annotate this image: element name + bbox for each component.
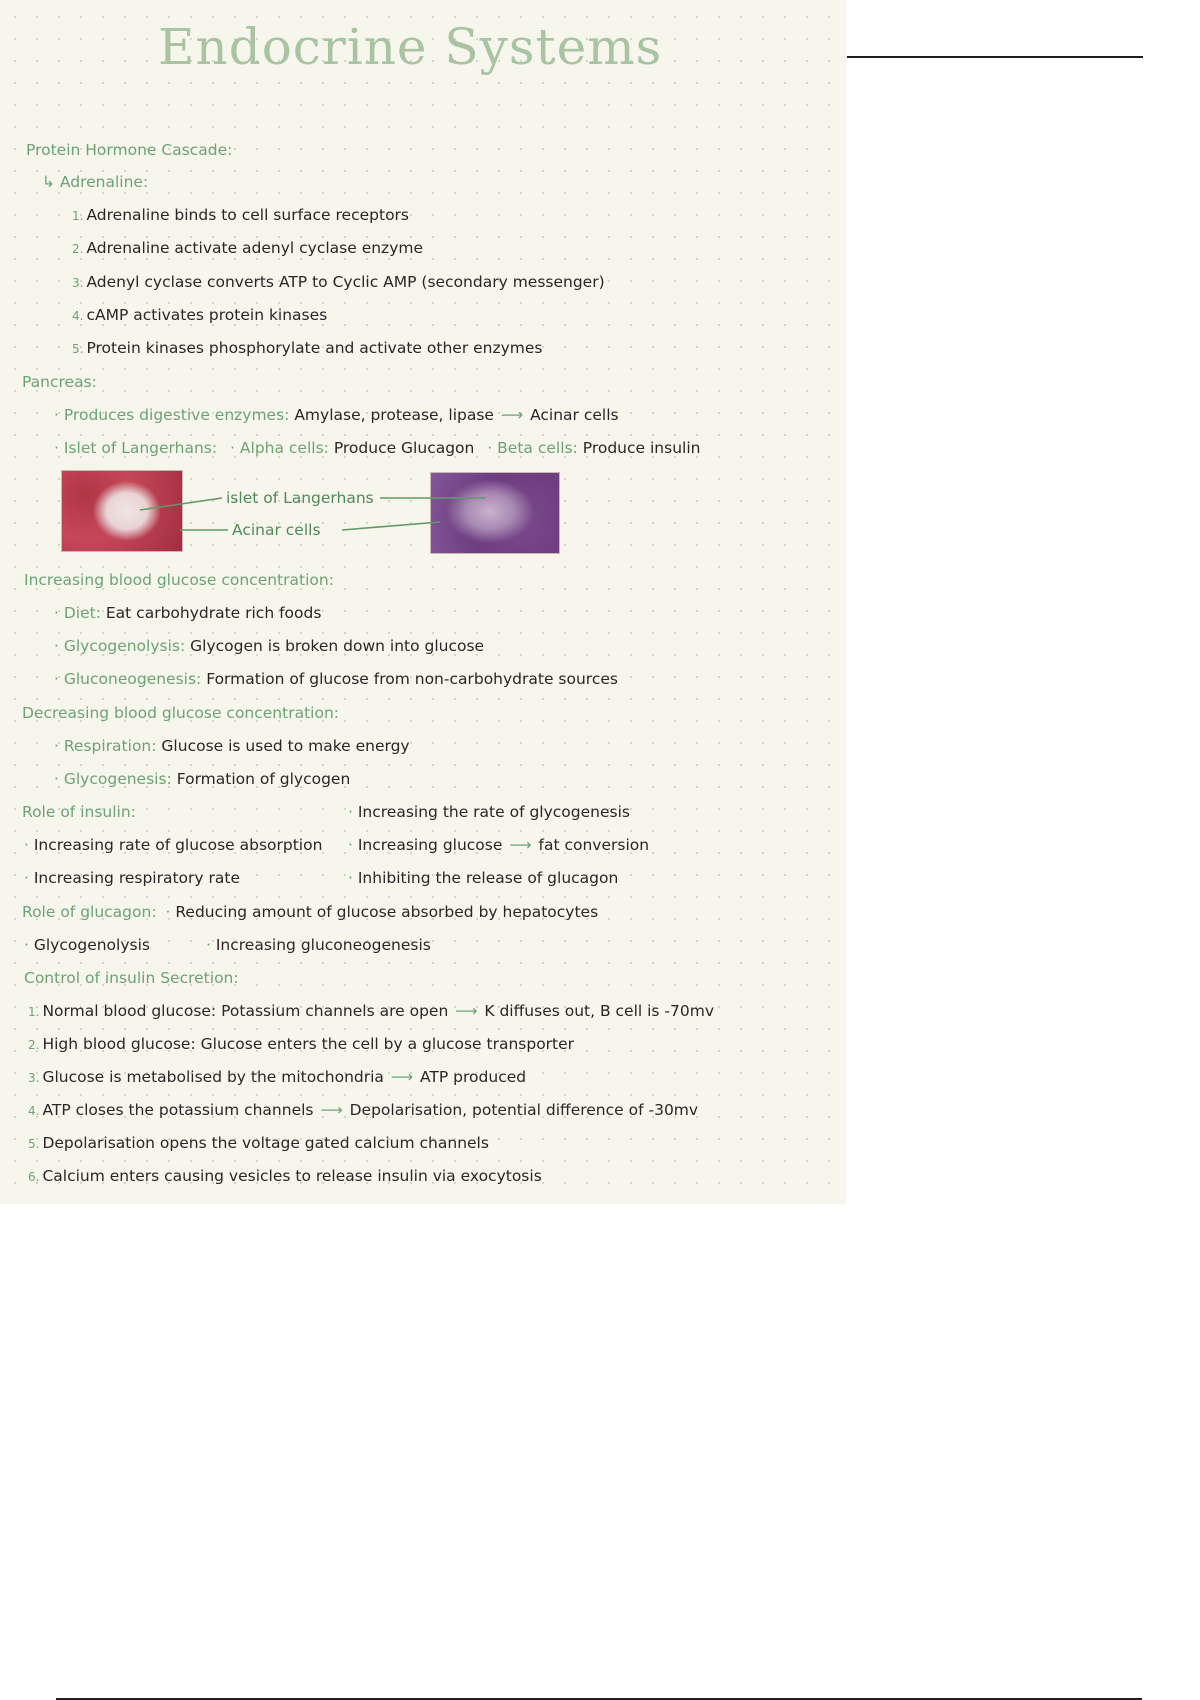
right-arrow-icon: ⟶ xyxy=(320,1101,343,1119)
item-text: Increasing glucose xyxy=(357,836,503,854)
cascade-step xyxy=(72,205,409,226)
step-number: 1. xyxy=(72,209,84,223)
step-number: 3. xyxy=(28,1071,40,1085)
glucagon-role-left-item: · Glycogenolysis xyxy=(24,936,150,954)
right-arrow-icon: ⟶ xyxy=(509,836,532,854)
step-text: Protein kinases phosphorylate and activate other enzymes xyxy=(86,339,543,357)
step-number: 2. xyxy=(28,1038,40,1052)
control-step xyxy=(28,1034,574,1055)
step-text: Calcium enters causing vesicles to release insulin via exocytosis xyxy=(42,1167,542,1185)
step-text: Adrenaline binds to cell surface receptors xyxy=(86,206,409,224)
step-number: 4. xyxy=(28,1104,40,1118)
step-number: 5. xyxy=(72,342,84,356)
item-text: Reducing amount of glucose absorbed by hepatocytes xyxy=(175,903,599,921)
glucagon-role-line: Role of glucagon: · Reducing amount of glucose absorbed by hepatocytes xyxy=(22,903,599,921)
figure-label-islet: islet of Langerhans xyxy=(226,489,374,507)
insulin-control-heading: Control of insulin Secretion: xyxy=(24,969,239,987)
step-number: 2. xyxy=(72,242,84,256)
pancreas-heading: Pancreas: xyxy=(22,373,97,391)
islet-label: Islet of Langerhans: xyxy=(63,439,218,457)
step-number: 5. xyxy=(28,1137,40,1151)
item-text: fat conversion xyxy=(538,836,650,854)
insulin-role-right-item: · Increasing glucose ⟶ fat conversion xyxy=(348,836,650,854)
notebook-page xyxy=(0,0,846,1204)
list-item: · Diet: Eat carbohydrate rich foods xyxy=(54,604,322,622)
bottom-rule xyxy=(56,1698,1142,1700)
step-text: ATP closes the potassium channels xyxy=(42,1101,314,1119)
step-text: cAMP activates protein kinases xyxy=(86,306,328,324)
beta-label: Beta cells: xyxy=(497,439,578,457)
list-item: · Respiration: Glucose is used to make energy xyxy=(54,737,410,755)
step-number: 1. xyxy=(28,1005,40,1019)
step-text: Glucose is metabolised by the mitochondria xyxy=(42,1068,384,1086)
item-text: Increasing rate of glucose absorption xyxy=(33,836,323,854)
item-text: Increasing gluconeogenesis xyxy=(215,936,431,954)
insulin-role-left-item: · Increasing rate of glucose absorption xyxy=(24,836,323,854)
insulin-role-left-item: · Increasing respiratory rate xyxy=(24,869,240,887)
item-text: Inhibiting the release of glucagon xyxy=(357,869,619,887)
top-rule xyxy=(847,56,1143,58)
alpha-label: Alpha cells: xyxy=(239,439,329,457)
item-text: Increasing respiratory rate xyxy=(33,869,240,887)
cascade-step xyxy=(72,238,423,259)
cascade-step xyxy=(72,338,543,359)
step-number: 6. xyxy=(28,1170,40,1184)
step-result: Depolarisation, potential difference of -30mv xyxy=(349,1101,699,1119)
enzymes-label: Produces digestive enzymes: xyxy=(63,406,290,424)
item-text: Glycogen is broken down into glucose xyxy=(190,637,485,655)
glucagon-role-right-item: · Increasing gluconeogenesis xyxy=(206,936,431,954)
item-label: Respiration: xyxy=(63,737,157,755)
list-item: · Glycogenolysis: Glycogen is broken down into glucose xyxy=(54,637,485,655)
insulin-role-heading: Role of insulin: xyxy=(22,803,136,821)
step-text: Adenyl cyclase converts ATP to Cyclic AMP (secondary messenger) xyxy=(86,273,605,291)
item-label: Glycogenesis: xyxy=(63,770,172,788)
micrograph-image-left xyxy=(61,470,183,552)
item-label: Glycogenolysis: xyxy=(63,637,186,655)
micrograph-image-right xyxy=(430,472,560,554)
enzymes-result: Acinar cells xyxy=(530,406,619,424)
step-text: Potassium channels are open xyxy=(221,1002,449,1020)
step-text: Depolarisation opens the voltage gated calcium channels xyxy=(42,1134,489,1152)
insulin-role-right-item: · Inhibiting the release of glucagon xyxy=(348,869,619,887)
control-step xyxy=(28,1001,714,1022)
right-arrow-icon: ⟶ xyxy=(390,1068,414,1086)
right-arrow-icon: ⟶ xyxy=(500,406,524,424)
alpha-text: Produce Glucagon xyxy=(333,439,475,457)
item-text: Glycogenolysis xyxy=(33,936,150,954)
item-text: Formation of glycogen xyxy=(176,770,351,788)
control-step xyxy=(28,1166,542,1187)
control-step xyxy=(28,1067,526,1088)
beta-text: Produce insulin xyxy=(582,439,701,457)
enzymes-text: Amylase, protease, lipase xyxy=(294,406,494,424)
step-text: Adrenaline activate adenyl cyclase enzyme xyxy=(86,239,423,257)
list-item: · Glycogenesis: Formation of glycogen xyxy=(54,770,351,788)
step-label: Normal blood glucose: xyxy=(42,1002,217,1020)
control-step xyxy=(28,1100,698,1121)
item-label: Gluconeogenesis: xyxy=(63,670,202,688)
pancreas-islet-line: · Islet of Langerhans: · Alpha cells: Produce Glucagon · Beta cells: Produce insulin xyxy=(54,439,701,457)
cascade-step xyxy=(72,272,605,293)
step-number: 3. xyxy=(72,276,84,290)
increasing-glucose-heading: Increasing blood glucose concentration: xyxy=(24,571,334,589)
insulin-role-right-item: · Increasing the rate of glycogenesis xyxy=(348,803,630,821)
cascade-step xyxy=(72,305,327,326)
glucagon-role-heading: Role of glucagon: xyxy=(22,903,157,921)
step-result: ATP produced xyxy=(420,1068,527,1086)
pancreas-enzymes-line: · Produces digestive enzymes: Amylase, protease, lipase ⟶ Acinar cells xyxy=(54,406,619,424)
protein-cascade-heading: Protein Hormone Cascade: xyxy=(26,141,233,159)
item-text: Formation of glucose from non-carbohydrate sources xyxy=(206,670,618,688)
list-item: · Gluconeogenesis: Formation of glucose from non-carbohydrate sources xyxy=(54,670,618,688)
return-arrow-icon: ↳ xyxy=(42,173,60,191)
decreasing-glucose-heading: Decreasing blood glucose concentration: xyxy=(22,704,339,722)
item-text: Eat carbohydrate rich foods xyxy=(105,604,322,622)
step-result: K diffuses out, B cell is -70mv xyxy=(484,1002,715,1020)
item-text: Glucose is used to make energy xyxy=(161,737,410,755)
step-label: High blood glucose: xyxy=(42,1035,196,1053)
adrenaline-subheading xyxy=(42,172,148,192)
adrenaline-label: Adrenaline: xyxy=(59,173,149,191)
step-number: 4. xyxy=(72,309,84,323)
item-label: Diet: xyxy=(63,604,101,622)
page-title: Endocrine Systems xyxy=(158,18,663,76)
item-text: Increasing the rate of glycogenesis xyxy=(357,803,630,821)
figure-label-acinar: Acinar cells xyxy=(232,521,321,539)
step-text: Glucose enters the cell by a glucose transporter xyxy=(200,1035,575,1053)
control-step xyxy=(28,1133,489,1154)
right-arrow-icon: ⟶ xyxy=(455,1002,478,1020)
